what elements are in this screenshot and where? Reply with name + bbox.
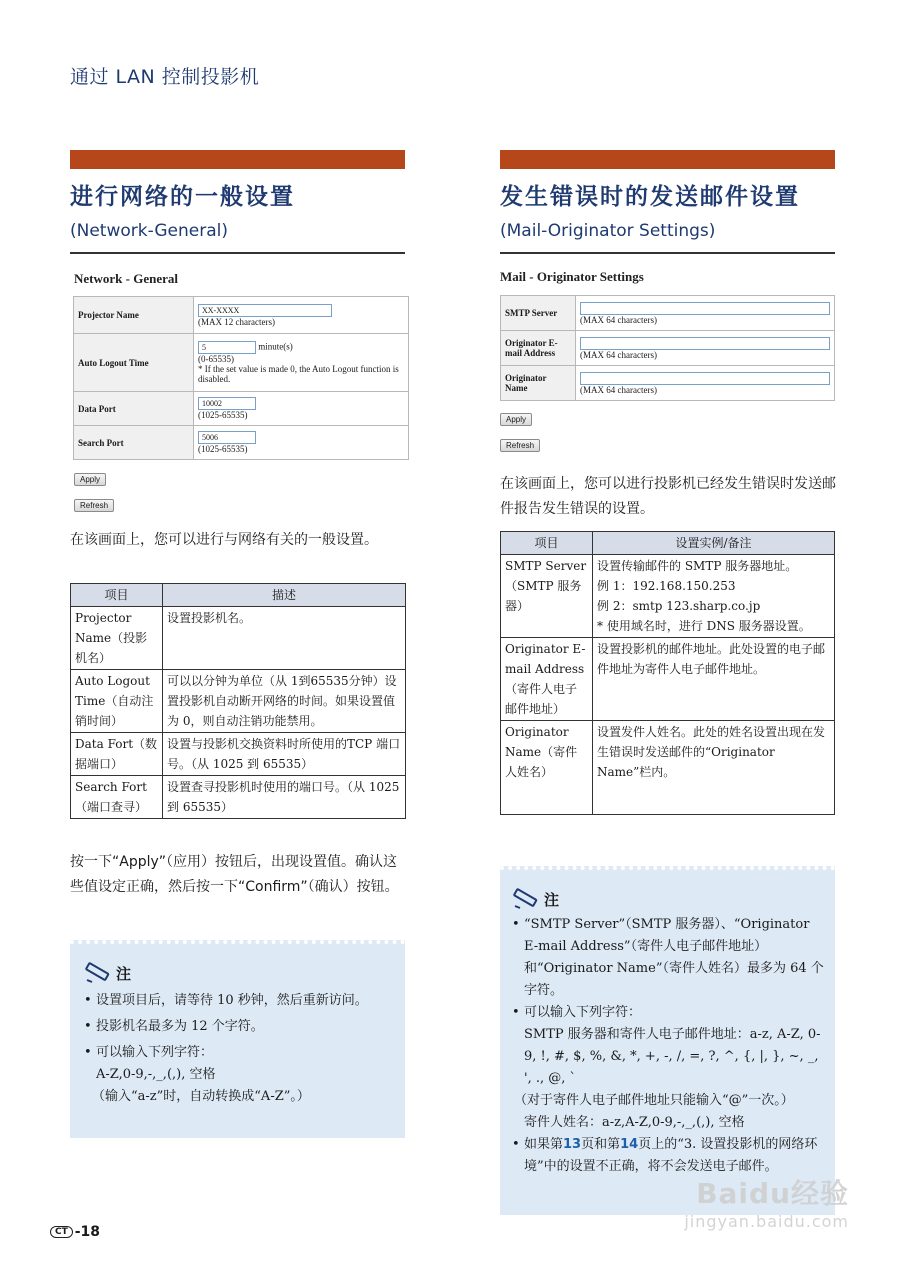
- smtp-desc-line: 设置传输邮件的 SMTP 服务器地址。: [597, 559, 798, 573]
- section-subheading-mail-originator: (Mail-Originator Settings): [500, 221, 716, 241]
- panel-title-mail-originator: Mail - Originator Settings: [500, 269, 644, 284]
- col-header-item: 项目: [501, 532, 593, 555]
- table-row-desc: 设置投影机名。: [163, 607, 406, 670]
- hint-data-port: (1025-65535): [198, 410, 248, 420]
- section-heading-network-general: 进行网络的一般设置: [70, 184, 295, 210]
- network-general-desc-table: [70, 583, 406, 819]
- note-ref-text-b: 页和第: [581, 1137, 621, 1152]
- table-row-desc: 设置投影机的邮件地址。此处设置的电子邮件地址为寄件人电子邮件地址。: [593, 638, 835, 721]
- hint-search-port: (1025-65535): [198, 444, 248, 454]
- smtp-example-1: 例 1：192.168.150.253: [597, 579, 736, 593]
- pencil-note-icon: [84, 962, 110, 984]
- note-title-left: 注: [116, 964, 132, 983]
- apply-button-left[interactable]: Apply: [74, 473, 106, 486]
- note-title-right: 注: [544, 890, 560, 909]
- label-search-port: Search Port: [74, 426, 194, 460]
- note-at-once: （对于寄件人电子邮件地址只能输入“@”一次。）: [514, 1093, 794, 1108]
- page-ref-13[interactable]: 13: [563, 1137, 582, 1152]
- refresh-button-left[interactable]: Refresh: [74, 499, 114, 512]
- note-smtp-chars: SMTP 服务器和寄件人电子邮件地址：a-z, A-Z, 0-9, !, #, $, %, &, *, +, -, /, =, ?, ^, {, |, }, ~, _, ', ., @, `: [524, 1027, 821, 1086]
- section-heading-mail-originator: 发生错误时的发送邮件设置: [500, 184, 800, 210]
- refresh-button-right[interactable]: Refresh: [500, 439, 540, 452]
- smtp-dns-note: * 使用域名时，进行 DNS 服务器设置。: [597, 619, 811, 633]
- section-bar-right: [500, 150, 835, 169]
- page-header-title: 通过 LAN 控制投影机: [70, 66, 260, 88]
- unit-minutes: minute(s): [258, 341, 293, 352]
- originator-name-input[interactable]: [580, 372, 830, 385]
- panel-title-network-general: Network - General: [74, 271, 178, 286]
- note-auto-convert-line: （输入“a-z”时，自动转换成“A-Z”。）: [92, 1089, 310, 1104]
- section-bar-left: [70, 150, 405, 169]
- section-rule-right: [500, 252, 835, 254]
- search-port-input[interactable]: 5006: [198, 431, 256, 444]
- table-row-item: Search Fort（端口查寻）: [71, 776, 163, 819]
- table-row-item: Auto Logout Time（自动注销时间）: [71, 670, 163, 733]
- smtp-example-2: 例 2：smtp 123.sharp.co.jp: [597, 599, 761, 613]
- projector-name-input[interactable]: XX-XXXX: [198, 304, 332, 317]
- table-row-desc: 设置发件人姓名。此处的姓名设置出现在发生错误时发送邮件的“Originator Name”栏内。: [593, 721, 835, 815]
- watermark-url: jingyan.baidu.com: [684, 1212, 849, 1231]
- label-originator-name: Originator Name: [501, 366, 576, 401]
- list-item: • 可以输入下列字符：: [512, 1002, 825, 1024]
- data-port-input[interactable]: 10002: [198, 397, 256, 410]
- col-header-desc: 设置实例/备注: [593, 532, 835, 555]
- pencil-note-icon: [512, 888, 538, 910]
- hint-projector-name: (MAX 12 characters): [198, 316, 275, 327]
- hint-auto-logout-note: * If the set value is made 0, the Auto Logout function is disabled.: [198, 364, 399, 384]
- apply-button-right[interactable]: Apply: [500, 413, 532, 426]
- list-item: • “SMTP Server”（SMTP 服务器）、“Originator E-mail Address”（寄件人电子邮件地址）和“Originator Name”（寄件人姓名）最多为 64 个字符。: [512, 914, 825, 1002]
- note-box-right: [500, 866, 835, 1215]
- label-auto-logout-time: Auto Logout Time: [74, 334, 194, 392]
- originator-email-input[interactable]: [580, 337, 830, 350]
- page-number-text: -18: [74, 1224, 101, 1240]
- col-header-item: 项目: [71, 584, 163, 607]
- after-apply-text: 按一下“Apply”（应用）按钮后，出现设置值。确认这些值设定正确，然后按一下“Confirm”（确认）按钮。: [70, 854, 399, 895]
- note-name-chars: 寄件人姓名：a-z,A-Z,0-9,-,_,(,), 空格: [524, 1115, 745, 1130]
- mail-originator-desc-table: [500, 531, 835, 815]
- hint-auto-logout: (0-65535): [198, 354, 234, 364]
- table-row-desc: 设置查寻投影机时使用的端口号。（从 1025 到 65535）: [163, 776, 406, 819]
- table-row-item: Originator Name（寄件人姓名）: [501, 721, 593, 815]
- hint-originator-email: (MAX 64 characters): [580, 349, 657, 360]
- note-ref-text-a: 如果第: [524, 1137, 564, 1152]
- label-smtp-server: SMTP Server: [501, 296, 576, 331]
- watermark-text: Baidu经验: [696, 1177, 849, 1210]
- intro-mail-originator: 在该画面上，您可以进行投影机已经发生错误时发送邮件报告发生错误的设置。: [500, 476, 836, 517]
- intro-network-general: 在该画面上，您可以进行与网络有关的一般设置。: [70, 532, 378, 548]
- table-row-desc: 设置与投影机交换资料时所使用的TCP 端口号。（从 1025 到 65535）: [163, 733, 406, 776]
- table-row-desc: [593, 555, 835, 638]
- auto-logout-input[interactable]: 5: [198, 341, 256, 354]
- col-header-desc: 描述: [163, 584, 406, 607]
- table-row-desc: 可以以分钟为单位（从 1到65535分钟）设置投影机自动断开网络的时间。如果设置值为 0，则自动注销功能禁用。: [163, 670, 406, 733]
- watermark: [684, 1172, 849, 1231]
- table-row-item: Projector Name（投影机名）: [71, 607, 163, 670]
- page-number: [50, 1224, 100, 1240]
- mail-originator-form: [500, 295, 835, 401]
- section-subheading-network-general: (Network-General): [70, 221, 228, 241]
- hint-smtp-server: (MAX 64 characters): [580, 314, 657, 325]
- hint-originator-name: (MAX 64 characters): [580, 384, 657, 395]
- table-row-item: Originator E-mail Address（寄件人电子邮件地址）: [501, 638, 593, 721]
- list-item: • 可以输入下列字符：: [84, 1042, 393, 1064]
- section-rule-left: [70, 252, 405, 254]
- page-ref-14[interactable]: 14: [620, 1137, 639, 1152]
- network-general-form: [73, 296, 409, 460]
- list-item: • 投影机名最多为 12 个字符。: [84, 1016, 393, 1038]
- label-data-port: Data Port: [74, 392, 194, 426]
- list-item: • 设置项目后，请等待 10 秒钟，然后重新访问。: [84, 990, 393, 1012]
- region-badge: CT: [50, 1226, 73, 1238]
- smtp-server-input[interactable]: [580, 302, 830, 315]
- table-row-item: SMTP Server（SMTP 服务器）: [501, 555, 593, 638]
- note-ref-text-c: 页上的“3. 设置投影机的网络环境”中的设置不正确，将不会发送电子邮件。: [524, 1137, 818, 1174]
- note-box-left: [70, 940, 405, 1138]
- note-chars-line: A-Z,0-9,-,_,(,), 空格: [96, 1067, 216, 1082]
- table-row-item: Data Fort（数据端口）: [71, 733, 163, 776]
- label-projector-name: Projector Name: [74, 297, 194, 334]
- label-originator-email: Originator E-mail Address: [501, 331, 576, 366]
